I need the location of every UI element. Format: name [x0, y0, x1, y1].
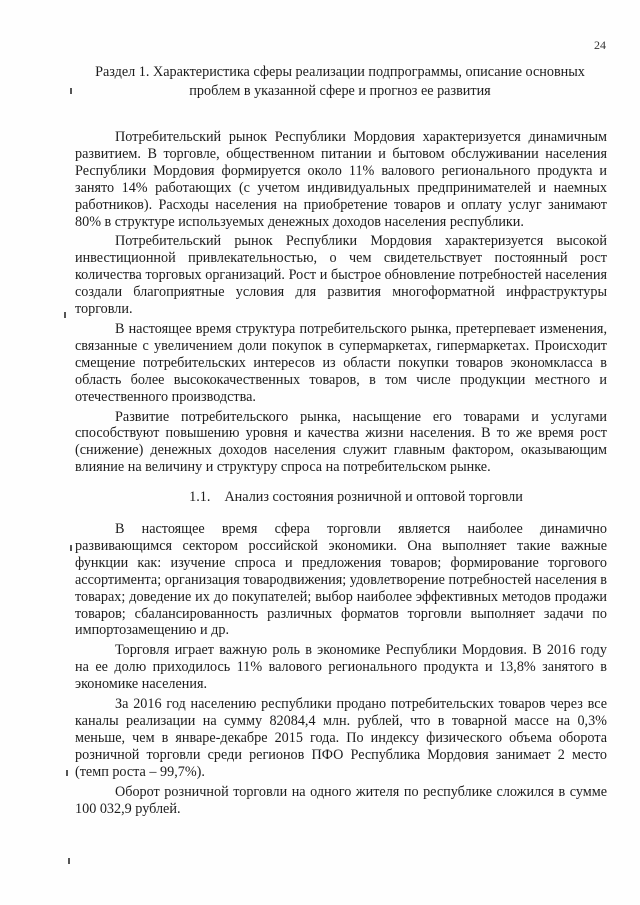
scan-mark: [70, 88, 72, 94]
paragraph: В настоящее время сфера торговли является наиболее динамично развивающимся сектором российской экономики. Она выполняет такие важные функции как: изучение спроса и предложения товаров; формирование торгового ассортимента; организация товародвижения; удовлетворение потребностей населения в товарах; доведение их до покупателей; выбор наиболее эффективных методов продажи товаров; сбалансированность различных форматов торговли выполняет задачи по импортозамещению и др.: [75, 521, 607, 639]
paragraph: За 2016 год населению республики продано потребительских товаров через все каналы реализации на сумму 82084,4 млн. рублей, что в товарной массе на 0,3% меньше, чем в январе-декабре 2015 года. По индексу физического объема оборота розничной торговли среди регионов ПФО Республика Мордовия занимает 2 место (темп роста – 99,7%).: [75, 696, 607, 780]
paragraph: Торговля играет важную роль в экономике Республики Мордовия. В 2016 году на ее долю приходилось 11% валового регионального продукта и 13,8% занятого в экономике населения.: [75, 642, 607, 693]
paragraph: Потребительский рынок Республики Мордовия характеризуется высокой инвестиционной привлекательностью, о чем свидетельствует постоянный рост количества торговых организаций. Рост и быстрое обновление потребностей населения создали благоприятные условия для развития многоформатной инфраструктуры торговли.: [75, 233, 607, 318]
scan-mark: [70, 545, 72, 551]
paragraph: В настоящее время структура потребительского рынка, претерпевает изменения, связанные с увеличением доли покупок в супермаркетах, гипермаркетах. Происходит смещение потребительских интересов из области покупки товаров экономкласса в область более высококачественных товаров, в том числе продукции местного и отечественного производства.: [75, 320, 607, 405]
paragraph: Потребительский рынок Республики Мордовия характеризуется динамичным развитием. В торговле, общественном питании и бытовом обслуживании населения Республики Мордовия формируется около 11% валового регионального продукта и занято 14% работающих (с учетом индивидуальных предпринимателей и наемных работников). Расходы населения на приобретение товаров и оплату услуг занимают 80% в структуре используемых денежных доходов населения республики.: [75, 129, 607, 230]
paragraph: Оборот розничной торговли на одного жителя по республике сложился в сумме 100 032,9 рублей.: [75, 783, 607, 817]
subsection-heading: [75, 489, 607, 506]
subsection-title: Анализ состояния розничной и оптовой торговли: [224, 489, 523, 506]
scan-mark: [68, 858, 70, 864]
scan-mark: [64, 312, 66, 318]
document-body: [75, 129, 607, 820]
section-title: Раздел 1. Характеристика сферы реализации подпрограммы, описание основных проблем в указанной сфере и прогноз ее развития: [95, 64, 585, 99]
paragraph: Развитие потребительского рынка, насыщение его товарами и услугами способствуют повышению уровня и качества жизни населения. В то же время рост (снижение) денежных доходов населения служит главным фактором, оказывающим влияние на величину и структуру спроса на потребительском рынке.: [75, 408, 607, 476]
page-number: 24: [594, 38, 606, 52]
scan-mark: [66, 770, 68, 776]
subsection-number: 1.1.: [189, 489, 211, 506]
